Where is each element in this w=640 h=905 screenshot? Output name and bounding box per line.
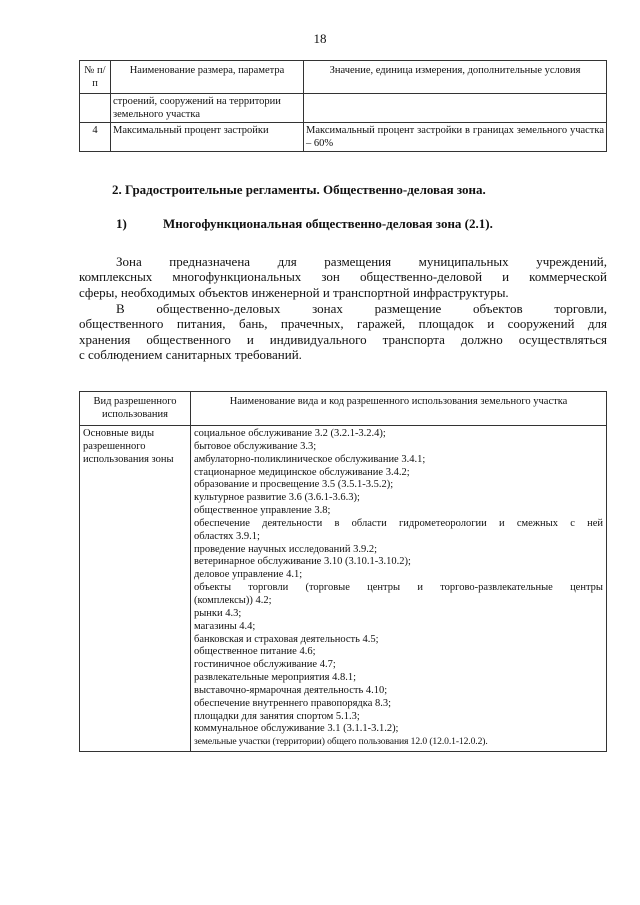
table-row — [80, 94, 607, 123]
use-item: областях 3.9.1; — [194, 530, 260, 542]
use-item: бытовое обслуживание 3.3; — [194, 440, 317, 452]
use-item: ветеринарное обслуживание 3.10 (3.10.1-3.10.2); — [194, 556, 411, 568]
use-item: общественное управление 3.8; — [194, 505, 331, 517]
parameters-table — [79, 60, 607, 152]
use-item: объекты торговли (торговые центры и торгово-развлекательные центры — [194, 582, 603, 594]
paragraph-line: хранения общественного и индивидуального транспорта должно осуществляться — [79, 331, 607, 347]
row-number — [80, 94, 111, 123]
sanitary-requirements-paragraph — [79, 301, 607, 362]
table-header-row — [80, 61, 607, 94]
table-row — [80, 123, 607, 152]
row-value — [304, 94, 607, 123]
use-item: (комплексы)) 4.2; — [194, 594, 272, 606]
section-heading: 2. Градостроительные регламенты. Общественно-деловая зона. — [112, 182, 486, 197]
use-item: выставочно-ярмарочная деятельность 4.10; — [194, 684, 388, 696]
use-item: культурное развитие 3.6 (3.6.1-3.6.3); — [194, 492, 360, 504]
column-header-name: Наименование размера, параметра — [111, 61, 304, 94]
zone-description-paragraph — [79, 254, 607, 300]
paragraph-line: Зона предназначена для размещения муниципальных учреждений, — [116, 254, 607, 269]
column-header-use-name: Наименование вида и код разрешенного использования земельного участка — [191, 392, 607, 426]
table-row — [80, 426, 607, 752]
use-item: образование и просвещение 3.5 (3.5.1-3.5.2); — [194, 479, 394, 491]
row-number: 4 — [80, 123, 111, 152]
page-number: 18 — [313, 31, 327, 46]
paragraph-line: общественного питания, бань, прачечных, гаражей, площадок и сооружений для — [79, 316, 607, 332]
use-item: обеспечение внутреннего правопорядка 8.3; — [194, 697, 392, 709]
use-item: земельные участки (территории) общего пользования 12.0 (12.0.1-12.0.2). — [194, 736, 488, 748]
use-item: банковская и страховая деятельность 4.5; — [194, 633, 379, 645]
permitted-use-table — [79, 391, 607, 752]
column-header-number: № п/п — [80, 61, 111, 94]
use-item: коммунальное обслуживание 3.1 (3.1.1-3.1.2); — [194, 723, 399, 735]
use-item: развлекательные мероприятия 4.8.1; — [194, 672, 357, 684]
paragraph-line: В общественно-деловых зонах размещение объектов торговли, — [116, 301, 607, 316]
use-list-cell — [191, 426, 607, 752]
use-item: деловое управление 4.1; — [194, 569, 303, 581]
use-item: проведение научных исследований 3.9.2; — [194, 543, 378, 555]
table-header-row — [80, 392, 607, 426]
subsection-title: Многофункциональная общественно-деловая зона (2.1). — [163, 216, 493, 231]
use-item: общественное питание 4.6; — [194, 646, 316, 658]
use-item: обеспечение деятельности в области гидрометеорологии и смежных с ней — [194, 517, 603, 529]
use-item: гостиничное обслуживание 4.7; — [194, 659, 336, 671]
use-item: стационарное медицинское обслуживание 3.4.2; — [194, 466, 410, 478]
use-kind-cell: Основные виды разрешенного использования зоны — [80, 426, 191, 752]
use-item: рынки 4.3; — [194, 607, 242, 619]
row-value: Максимальный процент застройки в границах земельного участка – 60% — [304, 123, 607, 152]
use-item: социальное обслуживание 3.2 (3.2.1-3.2.4); — [194, 428, 386, 439]
column-header-value: Значение, единица измерения, дополнительные условия — [304, 61, 607, 94]
column-header-use-kind: Вид разрешенного использования — [80, 392, 191, 426]
row-name: Максимальный процент застройки — [111, 123, 304, 152]
row-name: строений, сооружений на территории земельного участка — [111, 94, 304, 123]
use-item: амбулаторно-поликлиническое обслуживание 3.4.1; — [194, 453, 426, 465]
use-item: магазины 4.4; — [194, 620, 256, 632]
paragraph-line: комплексных многофункциональных зон общественно-деловой и коммерческой — [79, 269, 607, 285]
paragraph-line: сферы, необходимых объектов инженерной и транспортной инфраструктуры. — [79, 284, 509, 300]
subsection-number: 1) — [116, 216, 127, 231]
paragraph-line: с соблюдением санитарных требований. — [79, 346, 302, 362]
use-item: площадки для занятия спортом 5.1.3; — [194, 710, 360, 722]
